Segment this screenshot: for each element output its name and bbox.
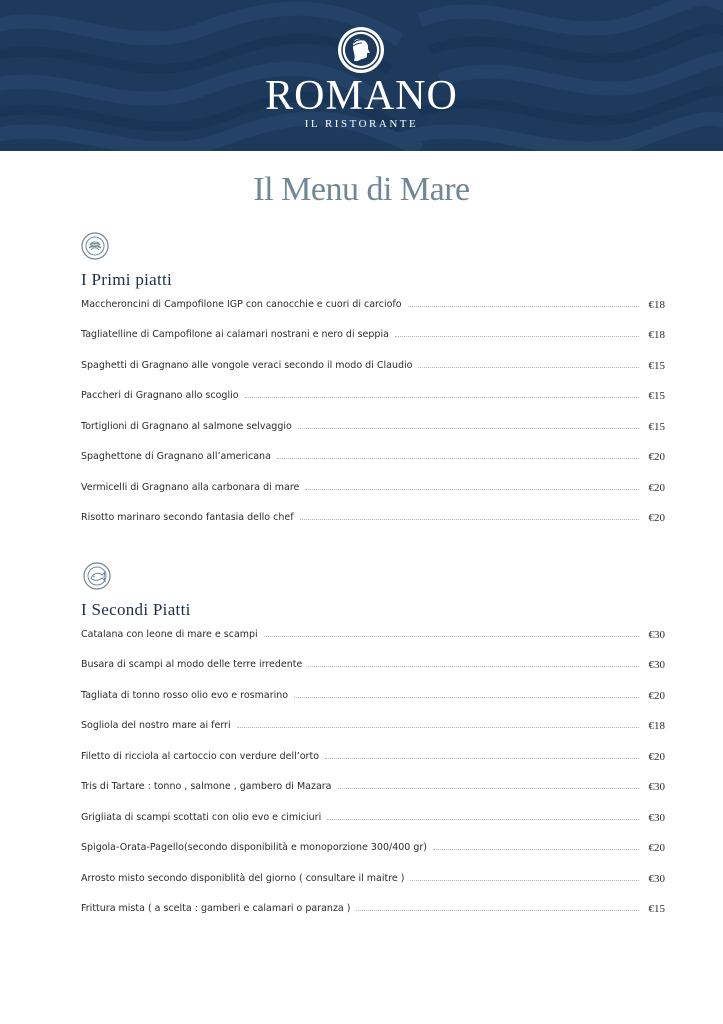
menu-item-price: €20 (648, 482, 665, 494)
menu-item (81, 718, 665, 734)
menu-item-name: Sogliola del nostro mare ai ferri (81, 720, 231, 731)
menu-item-name: Arrosto misto secondo disponiblità del giorno ( consultare il maitre ) (81, 873, 405, 884)
menu-item-name: Grigliata di scampi scottati con olio evo e cimiciuri (81, 812, 322, 823)
menu-item-price: €20 (648, 512, 665, 524)
menu-item-name: Tagliata di tonno rosso olio evo e rosmarino (81, 690, 289, 701)
menu-item (81, 871, 665, 887)
dotted-leader (408, 306, 639, 307)
menu-item (81, 749, 665, 765)
menu-item-name: Spigola-Orata-Pagello(secondo disponibilità e monoporzione 300/400 gr) (81, 842, 427, 853)
menu-item-name: Filetto di ricciola al cartoccio con verdure dell’orto (81, 751, 320, 762)
menu-item-price: €20 (648, 751, 665, 763)
menu-item-name: Risotto marinaro secondo fantasia dello chef (81, 512, 294, 523)
menu-item (81, 657, 665, 673)
menu-item-name: Catalana con leone di mare e scampi (81, 629, 258, 640)
menu-item (81, 510, 665, 526)
brand-name: ROMANO (265, 73, 458, 119)
menu-item-price: €20 (648, 451, 665, 463)
dotted-leader (356, 910, 639, 911)
dotted-leader (298, 428, 639, 429)
menu-item (81, 779, 665, 795)
menu-item-price: €15 (648, 360, 665, 372)
menu-item-price: €15 (648, 390, 665, 402)
menu-item (81, 901, 665, 917)
dotted-leader (433, 849, 639, 850)
menu-item-price: €18 (648, 299, 665, 311)
menu-item-price: €18 (648, 720, 665, 732)
dotted-leader (338, 788, 639, 789)
dotted-leader (305, 489, 639, 490)
brand-subtitle: IL RISTORANTE (304, 118, 419, 130)
emperor-medallion-icon (337, 26, 385, 74)
dotted-leader (395, 336, 639, 337)
menu-item-price: €20 (648, 842, 665, 854)
menu-item (81, 688, 665, 704)
menu-item-name: Spaghetti di Gragnano alle vongole veraci secondo il modo di Claudio (81, 360, 413, 371)
menu-item-price: €18 (648, 329, 665, 341)
section-heading-secondi: I Secondi Piatti (81, 600, 191, 619)
menu-item (81, 627, 665, 643)
menu-item-name: Spaghettone di Gragnano all’americana (81, 451, 271, 462)
section-heading-primi: I Primi piatti (81, 270, 173, 289)
dotted-leader (245, 397, 639, 398)
dotted-leader (410, 880, 639, 881)
header-banner (0, 0, 723, 151)
menu-item-price: €20 (648, 690, 665, 702)
menu-item-price: €15 (648, 421, 665, 433)
dotted-leader (237, 727, 639, 728)
page-title: Il Menu di Mare (253, 171, 470, 208)
menu-item (81, 358, 665, 374)
dotted-leader (308, 666, 639, 667)
menu-item-price: €30 (648, 812, 665, 824)
menu-item-name: Tris di Tartare : tonno , salmone , gambero di Mazara (81, 781, 332, 792)
menu-item-name: Tagliatelline di Campofilone ai calamari nostrani e nero di seppia (81, 329, 389, 340)
menu-item (81, 297, 665, 313)
dotted-leader (325, 758, 639, 759)
dotted-leader (418, 367, 639, 368)
menu-item-name: Maccheroncini di Campofilone IGP con canocchie e cuori di carciofo (81, 299, 402, 310)
menu-item (81, 388, 665, 404)
menu-item-price: €30 (648, 873, 665, 885)
menu-item (81, 810, 665, 826)
pasta-plate-icon (81, 232, 109, 260)
dotted-leader (327, 819, 639, 820)
dotted-leader (294, 697, 639, 698)
menu-item (81, 480, 665, 496)
menu-item-price: €30 (648, 629, 665, 641)
fish-plate-icon (83, 562, 111, 590)
dotted-leader (300, 519, 639, 520)
menu-item-price: €30 (648, 781, 665, 793)
menu-item-name: Frittura mista ( a scelta : gamberi e calamari o paranza ) (81, 903, 351, 914)
menu-item-name: Vermicelli di Gragnano alla carbonara di mare (81, 482, 300, 493)
menu-item (81, 449, 665, 465)
menu-item (81, 327, 665, 343)
menu-item (81, 419, 665, 435)
dotted-leader (277, 458, 639, 459)
menu-item-price: €15 (648, 903, 665, 915)
menu-item-name: Paccheri di Gragnano allo scoglio (81, 390, 239, 401)
menu-item-name: Busara di scampi al modo delle terre irredente (81, 659, 303, 670)
menu-item-price: €30 (648, 659, 665, 671)
dotted-leader (264, 636, 639, 637)
menu-item (81, 840, 665, 856)
menu-item-name: Tortiglioni di Gragnano al salmone selvaggio (81, 421, 292, 432)
